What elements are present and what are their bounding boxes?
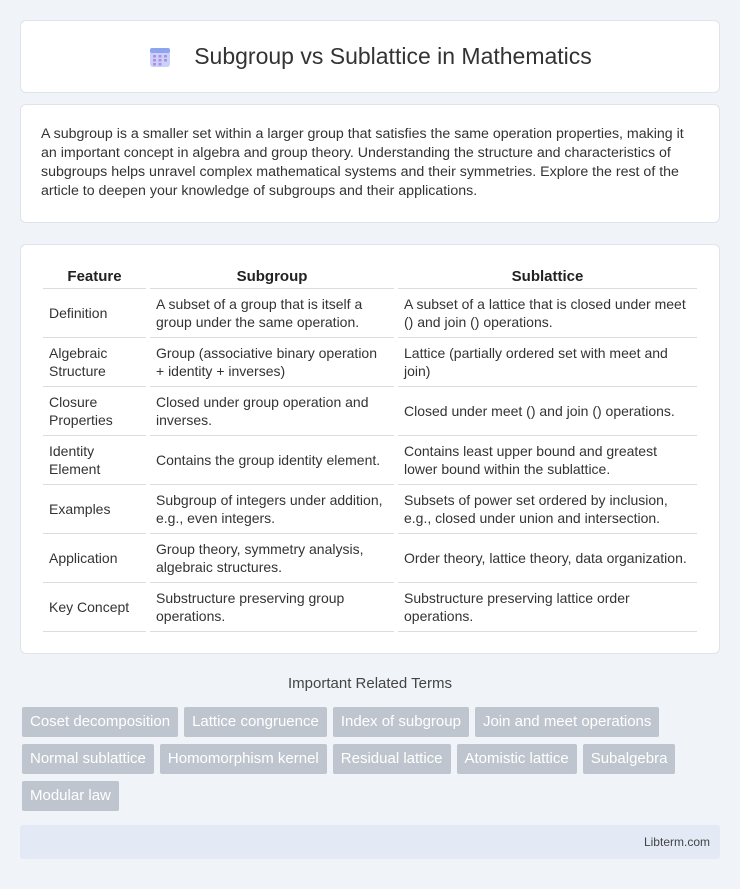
title-card <box>20 20 720 93</box>
subgroup-cell: Closed under group operation and inverses. <box>150 387 394 436</box>
related-term-tag[interactable]: Residual lattice <box>333 744 451 774</box>
subgroup-cell: Subgroup of integers under addition, e.g., even integers. <box>150 485 394 534</box>
footer <box>20 825 720 859</box>
sublattice-cell: Substructure preserving lattice order operations. <box>398 583 697 632</box>
related-term-tag[interactable]: Subalgebra <box>583 744 676 774</box>
table-row <box>43 583 697 632</box>
feature-cell: Examples <box>43 485 146 534</box>
subgroup-cell: Substructure preserving group operations. <box>150 583 394 632</box>
comparison-table <box>39 265 701 632</box>
sublattice-cell: A subset of a lattice that is closed under meet () and join () operations. <box>398 289 697 338</box>
related-term-tag[interactable]: Homomorphism kernel <box>160 744 327 774</box>
feature-cell: Application <box>43 534 146 583</box>
header-subgroup: Subgroup <box>150 265 394 289</box>
comparison-card <box>20 244 720 654</box>
table-row <box>43 436 697 485</box>
feature-cell: Definition <box>43 289 146 338</box>
intro-text: A subgroup is a smaller set within a larger group that satisfies the same operation properties, making it an important concept in algebra and group theory. Understanding the structure and characteristics of subgroups helps unravel complex mathematical systems and their symmetries. Explore the rest of the article to deepen your knowledge of subgroups and their applications. <box>41 126 684 199</box>
subgroup-cell: A subset of a group that is itself a group under the same operation. <box>150 289 394 338</box>
related-terms-list <box>22 707 722 818</box>
feature-cell: Identity Element <box>43 436 146 485</box>
feature-cell: Key Concept <box>43 583 146 632</box>
feature-cell: Closure Properties <box>43 387 146 436</box>
table-header-row <box>43 265 697 289</box>
table-row <box>43 289 697 338</box>
sublattice-cell: Subsets of power set ordered by inclusion, e.g., closed under union and intersection. <box>398 485 697 534</box>
related-term-tag[interactable]: Coset decomposition <box>22 707 178 737</box>
feature-cell: Algebraic Structure <box>43 338 146 387</box>
table-row <box>43 534 697 583</box>
related-term-tag[interactable]: Lattice congruence <box>184 707 327 737</box>
sublattice-cell: Closed under meet () and join () operations. <box>398 387 697 436</box>
related-term-tag[interactable]: Join and meet operations <box>475 707 659 737</box>
intro-card <box>20 104 720 223</box>
sublattice-cell: Lattice (partially ordered set with meet and join) <box>398 338 697 387</box>
subgroup-cell: Contains the group identity element. <box>150 436 394 485</box>
subgroup-cell: Group (associative binary operation + identity + inverses) <box>150 338 394 387</box>
related-terms-title: Important Related Terms <box>288 675 452 692</box>
sublattice-cell: Contains least upper bound and greatest lower bound within the sublattice. <box>398 436 697 485</box>
page-title: Subgroup vs Sublattice in Mathematics <box>194 43 592 69</box>
related-term-tag[interactable]: Atomistic lattice <box>457 744 577 774</box>
related-term-tag[interactable]: Modular law <box>22 781 119 811</box>
subgroup-cell: Group theory, symmetry analysis, algebraic structures. <box>150 534 394 583</box>
table-row <box>43 485 697 534</box>
table-row <box>43 338 697 387</box>
table-row <box>43 387 697 436</box>
related-term-tag[interactable]: Index of subgroup <box>333 707 469 737</box>
footer-site-link[interactable]: Libterm.com <box>643 835 710 849</box>
header-sublattice: Sublattice <box>398 265 697 289</box>
sublattice-cell: Order theory, lattice theory, data organization. <box>398 534 697 583</box>
header-feature: Feature <box>43 265 146 289</box>
calendar-grid-icon <box>148 45 172 69</box>
related-term-tag[interactable]: Normal sublattice <box>22 744 154 774</box>
